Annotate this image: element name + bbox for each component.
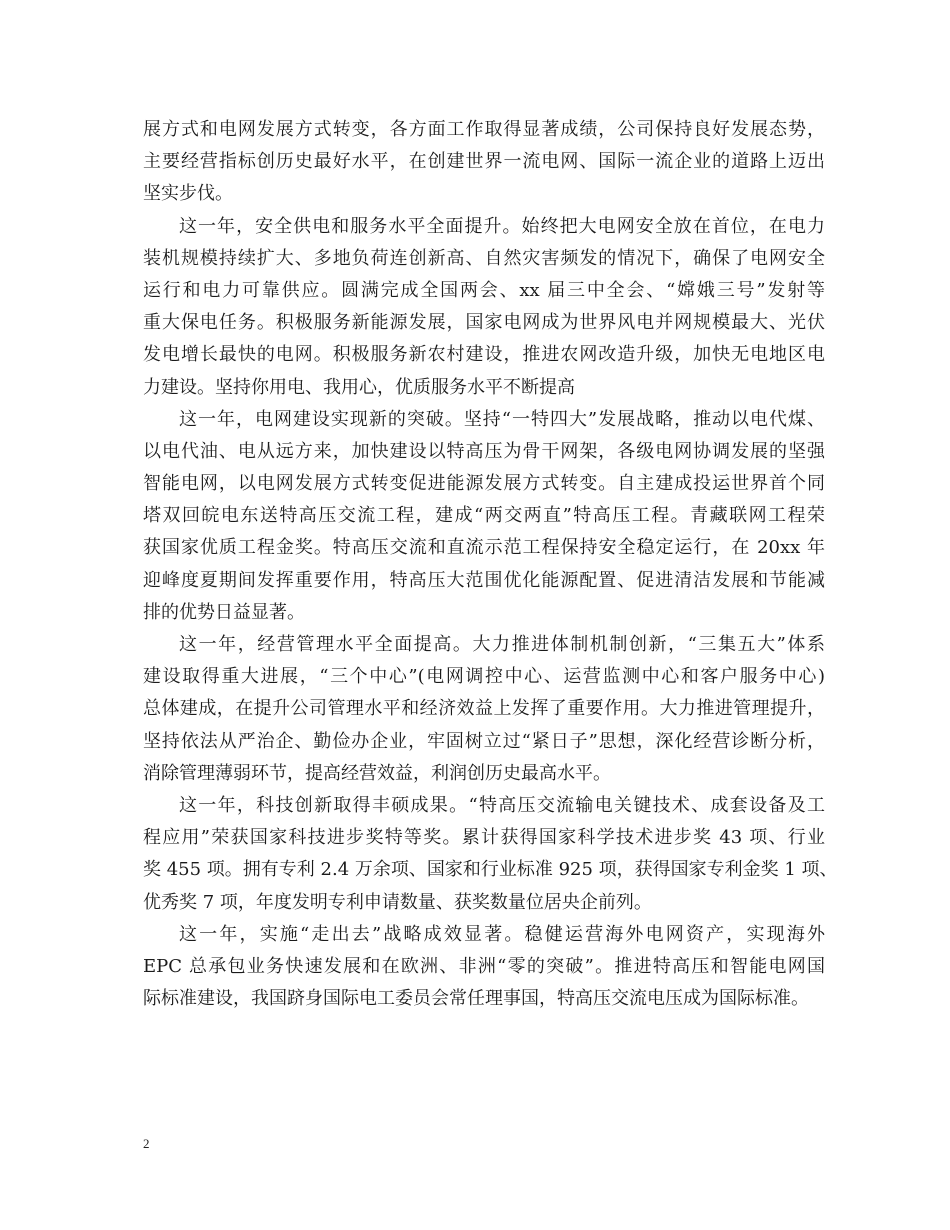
text-line: 这一年，科技创新取得丰硕成果。“特高压交流输电关键技术、成套设备及工 <box>179 794 825 816</box>
text-line: 优秀奖 7 项，年度发明专利申请数量、获奖数量位居央企前列。 <box>143 891 652 913</box>
text-line: 奖 455 项。拥有专利 2.4 万余项、国家和行业标准 925 项，获得国家专利金奖 1 项、 <box>143 859 838 881</box>
text-line: 塔双回皖电东送特高压交流工程，建成“两交两直”特高压工程。青藏联网工程荣 <box>143 505 825 527</box>
text-line: 际标准建设，我国跻身国际电工委员会常任理事国，特高压交流电压成为国际标准。 <box>143 988 809 1010</box>
paragraph <box>143 919 825 1016</box>
page-number: 2 <box>143 1136 150 1151</box>
paragraph <box>143 114 825 211</box>
text-line: 这一年，安全供电和服务水平全面提升。始终把大电网安全放在首位，在电力 <box>179 215 825 237</box>
paragraph <box>143 404 825 629</box>
text-line: EPC 总承包业务快速发展和在欧洲、非洲“零的突破”。推进特高压和智能电网国 <box>143 955 825 977</box>
text-line: 主要经营指标创历史最好水平，在创建世界一流电网、国际一流企业的道路上迈出 <box>143 151 825 173</box>
text-line: 发电增长最快的电网。积极服务新农村建设，推进农网改造升级，加快无电地区电 <box>143 344 825 366</box>
text-line: 迎峰度夏期间发挥重要作用，特高压大范围优化能源配置、促进清洁发展和节能减 <box>143 569 825 591</box>
document-body <box>143 114 838 1015</box>
text-line: 装机规模持续扩大、多地负荷连创新高、自然灾害频发的情况下，确保了电网安全 <box>143 247 825 269</box>
text-line: 总体建成，在提升公司管理水平和经济效益上发挥了重要作用。大力推进管理提升， <box>143 698 825 720</box>
text-line: 这一年，实施“走出去”战略成效显著。稳健运营海外电网资产，实现海外 <box>179 923 825 945</box>
text-line: 力建设。坚持你用电、我用心，优质服务水平不断提高 <box>143 376 575 398</box>
text-line: 建设取得重大进展，“三个中心”(电网调控中心、运营监测中心和客户服务中心) <box>143 666 825 688</box>
text-line: 排的优势日益显著。 <box>143 601 305 623</box>
text-line: 这一年，经营管理水平全面提高。大力推进体制机制创新，“三集五大”体系 <box>179 634 825 655</box>
text-line: 智能电网，以电网发展方式转变促进能源发展方式转变。自主建成投运世界首个同 <box>143 473 825 495</box>
text-line: 坚持依法从严治企、勤俭办企业，牢固树立过“紧日子”思想，深化经营诊断分析， <box>143 730 825 752</box>
text-line: 展方式和电网发展方式转变，各方面工作取得显著成绩，公司保持良好发展态势， <box>143 119 825 140</box>
text-line: 重大保电任务。积极服务新能源发展，国家电网成为世界风电并网规模最大、光伏 <box>143 312 825 334</box>
text-line: 以电代油、电从远方来，加快建设以特高压为骨干网架，各级电网协调发展的坚强 <box>143 440 825 462</box>
text-line: 坚实步伐。 <box>143 183 233 205</box>
paragraph <box>143 629 825 790</box>
paragraph <box>143 211 825 404</box>
text-line: 运行和电力可靠供应。圆满完成全国两会、xx 届三中全会、“嫦娥三号”发射等 <box>143 279 825 301</box>
text-line: 程应用”荣获国家科技进步奖特等奖。累计获得国家科学技术进步奖 43 项、行业 <box>143 827 825 849</box>
text-line: 这一年，电网建设实现新的突破。坚持“一特四大”发展战略，推动以电代煤、 <box>179 408 825 430</box>
text-line: 获国家优质工程金奖。特高压交流和直流示范工程保持安全稳定运行，在 20xx 年 <box>143 537 825 559</box>
text-line: 消除管理薄弱环节，提高经营效益，利润创历史最高水平。 <box>143 762 611 784</box>
paragraph <box>143 790 838 919</box>
